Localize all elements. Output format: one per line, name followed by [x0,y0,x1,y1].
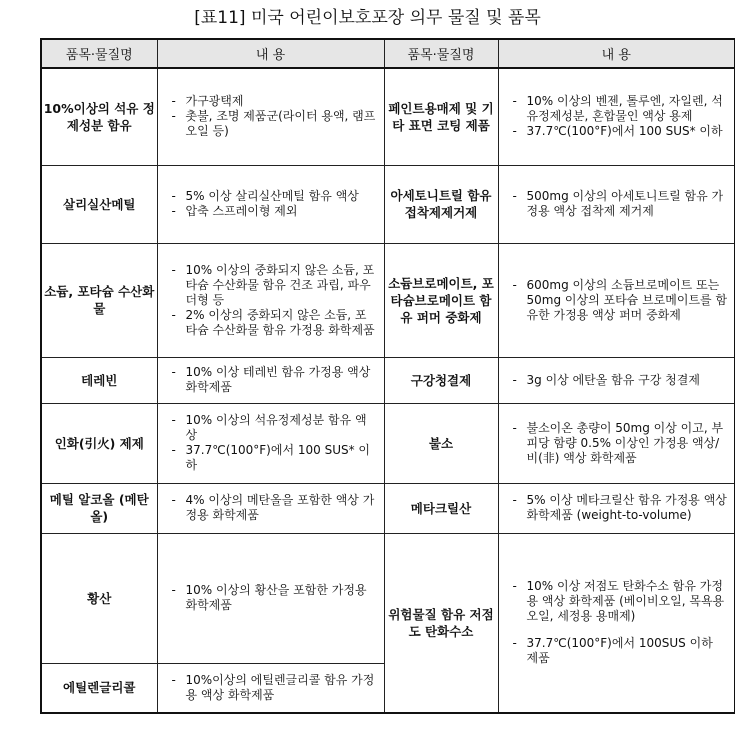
content-cell [498,403,735,483]
list-item: - 10% 이상의 벤젠, 톨루엔, 자일렌, 석유정제성분, 혼합물인 액상 용제 [512,94,723,124]
item-name-cell: 인화(引火) 제제 [41,403,157,483]
list-item: - 불소이온 총량이 50mg 이상 이고, 부피당 함량 0.5% 이상인 가정용 액상/비(非) 액상 화학제품 [512,420,724,465]
list-item: - 촛불, 조명 제품군(라이터 용액, 램프 오일 등) [171,109,376,139]
table-row [41,483,735,533]
header-item-name-right: 품목·물질명 [384,39,498,68]
content-cell [498,68,735,165]
item-name-cell: 에틸렌글리콜 [41,663,157,713]
content-cell [498,243,735,357]
content-cell [157,357,384,403]
table-row [41,357,735,403]
list-item: - 2% 이상의 중화되지 않은 소듐, 포타슘 수산화물 함유 가정용 화학제품 [171,307,375,337]
item-name-cell: 테레빈 [41,357,157,403]
list-item: - 500mg 이상의 아세토니트릴 함유 가정용 액상 접착제 제거제 [512,189,724,218]
substances-table [40,38,735,714]
item-name-cell: 페인트용매제 및 기타 표면 코팅 제품 [384,68,498,165]
list-item: - 10% 이상의 중화되지 않은 소듐, 포타슘 수산화물 함유 건조 과립, 파우더형 등 [171,262,375,307]
content-cell [157,165,384,243]
list-item: - 10%이상의 에틸렌글리콜 함유 가정용 액상 화학제품 [171,672,375,702]
content-cell [157,68,384,165]
list-item: - 가구광택제 [171,94,244,109]
header-content-right: 내 용 [498,39,735,68]
list-item: - 10% 이상의 황산을 포함한 가정용 화학제품 [171,583,367,612]
item-name-cell: 아세토니트릴 함유 접착제제거제 [384,165,498,243]
table-row [41,243,735,357]
item-name-cell: 메타크릴산 [384,483,498,533]
item-name-cell: 불소 [384,403,498,483]
content-cell [157,533,384,663]
list-item: - 4% 이상의 메탄올을 포함한 액상 가정용 화학제품 [171,493,375,522]
content-cell [157,483,384,533]
list-item: - 10% 이상의 석유정제성분 함유 액상 [171,413,367,442]
list-item: - 5% 이상 메타크릴산 함유 가정용 액상 화학제품 (weight-to-volume) [512,493,727,522]
item-name-cell: 구강청결제 [384,357,498,403]
table-row [41,68,735,165]
table-row [41,403,735,483]
item-name-cell: 소듐, 포타슘 수산화물 [41,243,157,357]
item-name-cell: 위험물질 함유 저점도 탄화수소 [384,533,498,713]
content-cell [157,403,384,483]
item-name-cell: 황산 [41,533,157,663]
list-item: - 37.7℃(100°F)에서 100SUS 이하 제품 [512,636,713,666]
list-item: - 600mg 이상의 소듐브로메이트 또는 50mg 이상의 포타슘 브로메이트를 함유한 가정용 액상 퍼머 중화제 [512,277,728,322]
content-cell [498,533,735,713]
list-item: - 37.7℃(100°F)에서 100 SUS* 이하 [512,124,723,139]
content-cell [498,165,735,243]
list-item: - 10% 이상 테레빈 함유 가정용 액상 화학제품 [171,365,371,394]
list-item: - 37.7℃(100°F)에서 100 SUS* 이하 [171,443,371,472]
content-cell [498,357,735,403]
header-item-name-left: 품목·물질명 [41,39,157,68]
table-row [41,533,735,663]
content-cell [498,483,735,533]
list-item: - 10% 이상 저점도 탄화수소 함유 가정용 액상 화학제품 (베이비오일, 목욕용 오일, 세정용 용매제) [512,579,725,624]
list-item: - 압축 스프레이형 제외 [171,204,298,218]
item-name-cell: 살리실산메틸 [41,165,157,243]
header-content-left: 내 용 [157,39,384,68]
table-row [41,165,735,243]
list-item: - 5% 이상 살리실산메틸 함유 액상 [171,189,359,203]
content-cell [157,243,384,357]
table-title: [표11] 미국 어린이보호포장 의무 물질 및 품목 [194,8,541,28]
item-name-cell: 메틸 알코올 (메탄올) [41,483,157,533]
header-row [41,39,735,68]
item-name-cell: 소듐브로메이트, 포타슘브로메이트 함유 퍼머 중화제 [384,243,498,357]
content-cell [157,663,384,713]
item-name-cell: 10%이상의 석유 정제성분 함유 [41,68,157,165]
list-item: - 3g 이상 에탄올 함유 구강 청결제 [512,372,700,387]
